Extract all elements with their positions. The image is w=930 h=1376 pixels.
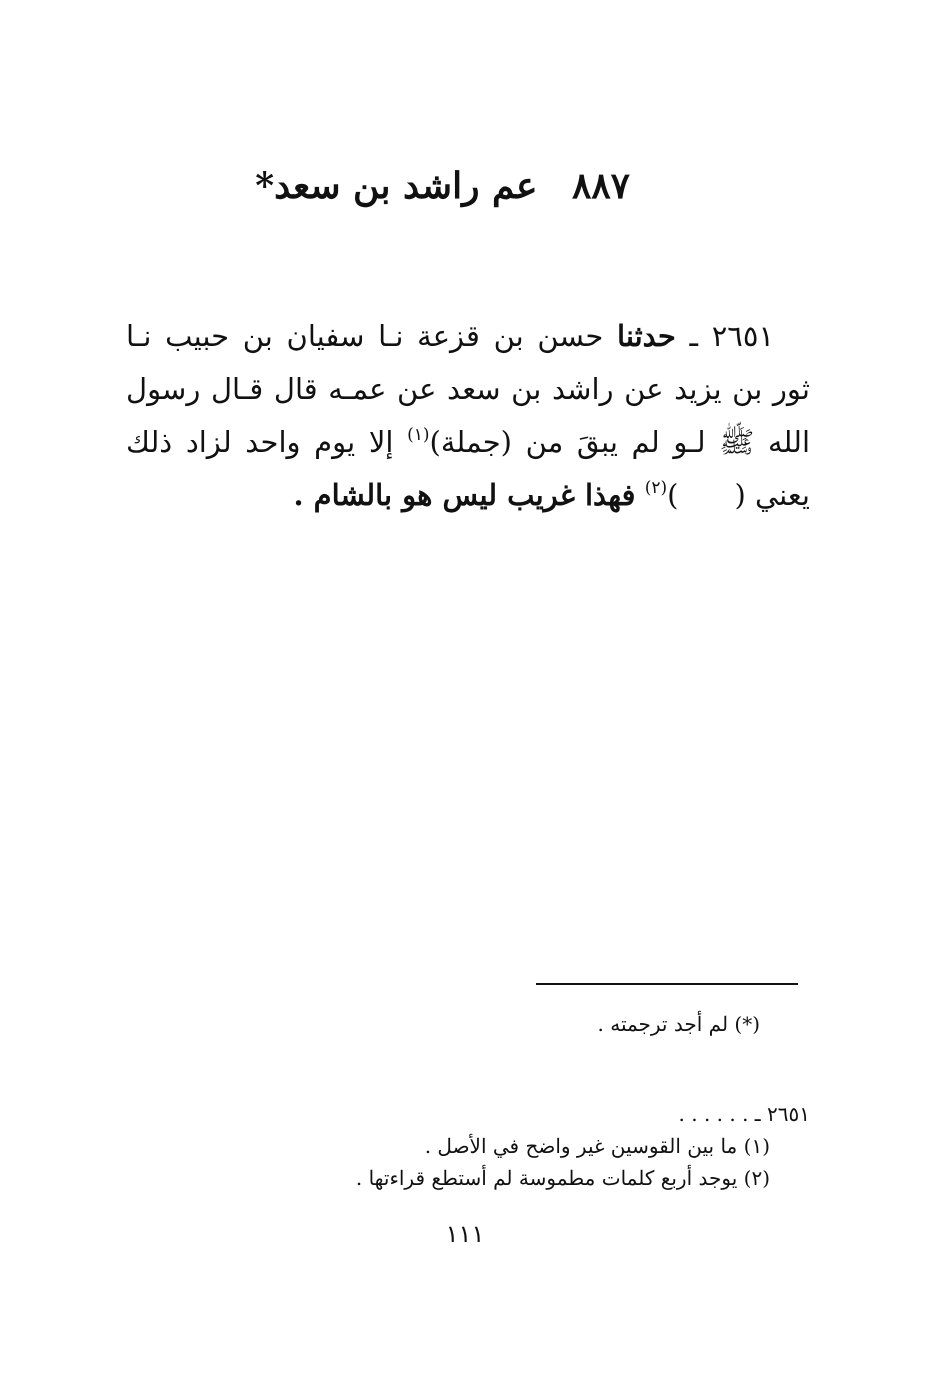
hadith-text-part-2: إلا يوم واحد لزاد ذلك يعني ( <box>126 425 810 512</box>
chapter-title: عم راشد بن سعد* <box>255 165 538 207</box>
footnote-2: (٢) يوجد أربع كلمات مطموسة لم أستطع قراءتها . <box>355 1166 770 1190</box>
hadith-number: ٢٦٥١ <box>711 319 775 353</box>
footnote-separator <box>536 983 798 985</box>
hadith-lead-word: حدثنا <box>617 319 676 353</box>
footnote-star: (*) لم أجد ترجمته . <box>597 1012 760 1036</box>
footnotes <box>355 1008 810 1194</box>
hadith-text-part-3: ) <box>667 478 679 512</box>
hadith-text-part-4: فهذا غريب ليس هو بالشام . <box>293 478 636 512</box>
chapter-heading <box>255 158 630 214</box>
chapter-number: ٨٨٧ <box>571 165 630 207</box>
footnote-ref-1: (١) <box>407 425 430 445</box>
hadith-text <box>126 310 810 522</box>
hadith-text-part-1: حسن بن قزعة نـا سفيان بن حبيب نـا ثور بن يزيد عن راشد بن سعد عن عمـه قال قـال رسول الله ﷺ لـو لم يبقَ من (جملة) <box>126 319 811 459</box>
hadith-dash: ـ <box>689 319 699 353</box>
page-number: ١١١ <box>445 1220 485 1248</box>
footnote-1: (١) ما بين القوسين غير واضح في الأصل . <box>424 1134 770 1158</box>
footnote-hadith-ref: ٢٦٥١ ـ . . . . . . <box>678 1102 810 1126</box>
footnote-ref-2: (٢) <box>644 478 668 498</box>
